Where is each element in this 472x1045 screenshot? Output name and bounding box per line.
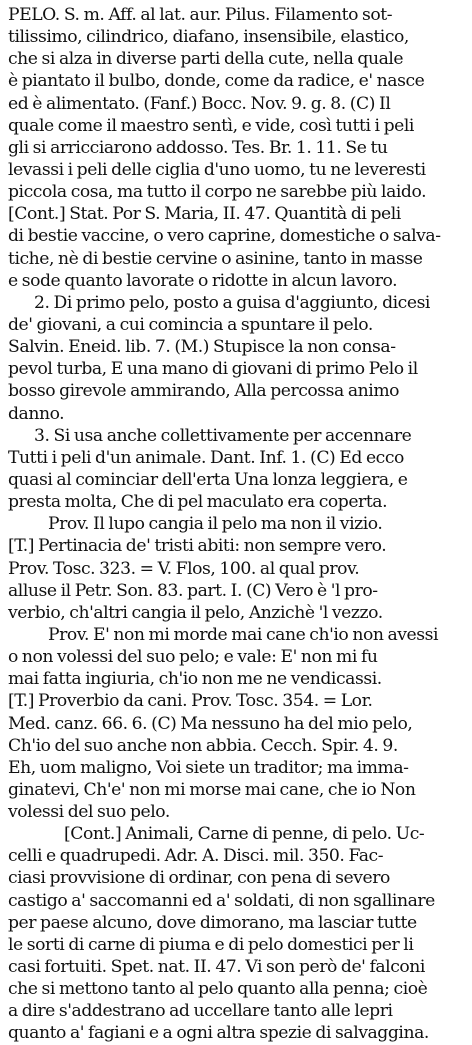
text-line: verbio, ch'altri cangia il pelo, Anzichè 'l vezzo. xyxy=(8,602,383,623)
text-line: e sode quanto lavorate o ridotte in alcun lavoro. xyxy=(8,270,398,291)
text-line: gli si arricciarono addosso. Tes. Br. 1. 11. Se tu xyxy=(8,137,388,158)
dictionary-entry-pelo xyxy=(8,4,466,1045)
text-line: bosso girevole ammirando, Alla percossa animo xyxy=(8,381,400,402)
text-line: è piantato il bulbo, donde, come da radice, e' nasce xyxy=(8,71,425,92)
text-line: ed è alimentato. (Fanf.) Bocc. Nov. 9. g. 8. (C) Il xyxy=(8,93,391,114)
text-line: ginatevi, Ch'e' non mi morse mai cane, che io Non xyxy=(8,779,416,800)
text-line: castigo a' saccomanni ed a' soldati, di non sgallinare xyxy=(8,890,435,911)
proverb-line: Prov. Il lupo cangia il pelo ma non il vizio. xyxy=(48,514,383,535)
text-line: tilissimo, cilindrico, diafano, insensibile, elastico, xyxy=(8,27,409,48)
text-line: levassi i peli delle ciglia d'uno uomo, tu ne leveresti xyxy=(8,159,426,180)
text-line: pevol turba, E una mano di giovani di primo Pelo il xyxy=(8,359,418,380)
text-line: Eh, uom maligno, Voi siete un traditor; ma imma- xyxy=(8,757,409,778)
text-line: mai fatta ingiuria, ch'io non me ne vendicassi. xyxy=(8,669,382,690)
cont-sense-line: [Cont.] Animali, Carne di penne, di pelo. Uc- xyxy=(64,824,425,845)
sense-2-line: 2. Di primo pelo, posto a guisa d'aggiunto, dicesi xyxy=(34,292,430,313)
text-line: casi fortuiti. Spet. nat. II. 47. Vi son però de' falconi xyxy=(8,957,425,978)
text-line: [T.] Pertinacia de' tristi abiti: non sempre vero. xyxy=(8,536,387,557)
text-line: presta molta, Che di pel maculato era coperta. xyxy=(8,492,388,513)
text-line: le sorti di carne di piuma e di pelo domestici per li xyxy=(8,934,414,955)
text-line: danno. xyxy=(8,403,65,424)
text-line: ciasi provvisione di ordinar, con pena di severo xyxy=(8,868,390,889)
sense-3-line: 3. Si usa anche collettivamente per accennare xyxy=(34,425,412,446)
text-line: Tutti i peli d'un animale. Dant. Inf. 1. (C) Ed ecco xyxy=(8,447,404,468)
text-line: quanto a' fagiani e a ogni altra spezie di salvaggina. xyxy=(8,1023,429,1044)
text-line: [Cont.] Stat. Por S. Maria, II. 47. Quantità di peli xyxy=(8,204,401,225)
text-line: a dire s'addestrano ad uccellare tanto alle lepri xyxy=(8,1001,393,1022)
text-line: PELO. S. m. Aff. al lat. aur. Pilus. Filamento sot- xyxy=(8,5,393,25)
proverb-line: Prov. E' non mi morde mai cane ch'io non avessi xyxy=(48,624,439,645)
text-line: celli e quadrupedi. Adr. A. Disci. mil. 350. Fac- xyxy=(8,846,384,867)
text-line: quasi al cominciar dell'erta Una lonza leggiera, e xyxy=(8,469,408,490)
text-line: o non volessi del suo pelo; e vale: E' non mi fu xyxy=(8,647,378,668)
text-line: alluse il Petr. Son. 83. part. I. (C) Vero è 'l pro- xyxy=(8,580,378,601)
text-line: Ch'io del suo anche non abbia. Cecch. Spir. 4. 9. xyxy=(8,735,398,756)
text-line: Med. canz. 66. 6. (C) Ma nessuno ha del mio pelo, xyxy=(8,713,413,734)
text-line: che si mettono tanto al pelo quanto alla penna; cioè xyxy=(8,979,428,1000)
text-line: Salvin. Eneid. lib. 7. (M.) Stupisce la non consa- xyxy=(8,337,396,358)
text-line: de' giovani, a cui comincia a spuntare il pelo. xyxy=(8,314,373,335)
text-line: quale come il maestro sentì, e vide, così tutti i peli xyxy=(8,115,414,136)
text-line: tiche, nè di bestie cervine o asinine, tanto in masse xyxy=(8,248,423,269)
text-line: Prov. Tosc. 323. = V. Flos, 100. al qual prov. xyxy=(8,558,360,579)
text-line: di bestie vaccine, o vero caprine, domestiche o salva- xyxy=(8,226,441,247)
text-line: per paese alcuno, dove dimorano, ma lasciar tutte xyxy=(8,912,417,933)
text-line: che si alza in diverse parti della cute, nella quale xyxy=(8,49,404,70)
text-line: volessi del suo pelo. xyxy=(8,802,170,823)
text-line: piccola cosa, ma tutto il corpo ne sarebbe più laido. xyxy=(8,182,427,203)
text-line: [T.] Proverbio da cani. Prov. Tosc. 354. = Lor. xyxy=(8,691,373,712)
